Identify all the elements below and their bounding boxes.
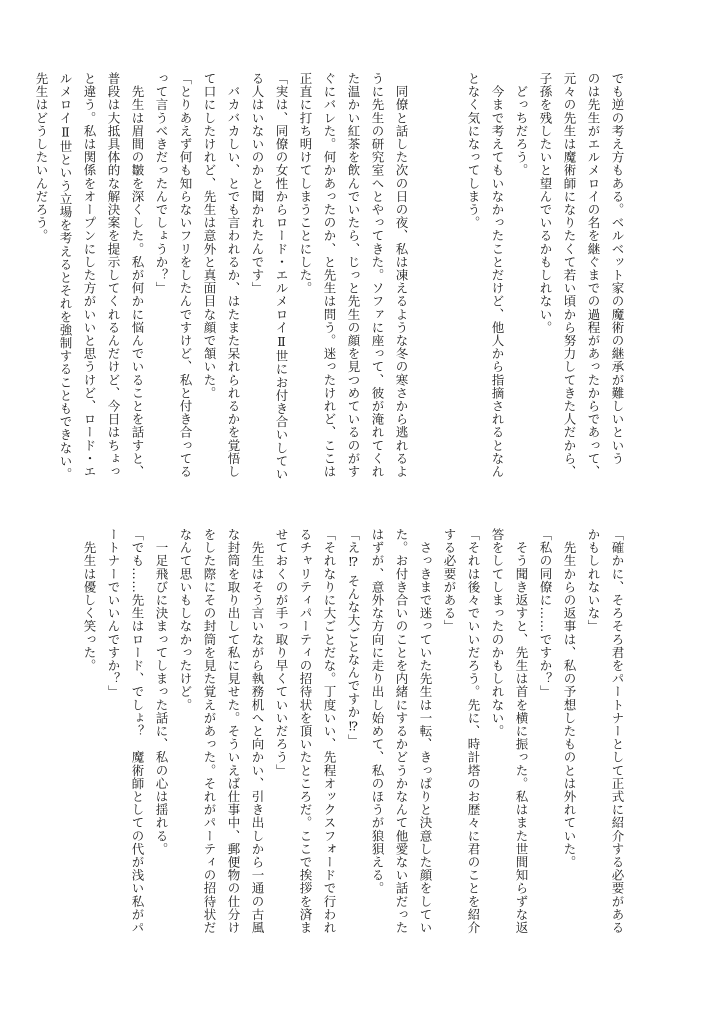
text-line: なんて思いもしなかったけど。 [178, 528, 193, 712]
upper-text-block [34, 72, 629, 512]
lower-text-block [82, 528, 629, 968]
text-line: 「とりあえず何も知らないフリをしたんですけど、私と付き合ってる [178, 72, 193, 479]
text-line: 「え⁉ そんな大ごとなんですか⁉」 [346, 528, 361, 748]
text-line: な封筒を取り出して私に見せた。そういえば仕事中、郵便物の仕分け [226, 528, 241, 935]
text-line: のは先生がエルメロイの名を継ぐまでの過程があったからであって、 [586, 72, 601, 479]
text-line: るチャリティパーティの招待状を頂いたところだ。ここで挨拶を済ま [298, 528, 313, 935]
text-line: 先生はどうしたいんだろう。 [34, 72, 49, 243]
text-line: はずが、意外な方向に走り出し始めて、私のほうが狼狽える。 [370, 528, 385, 895]
text-line: と違う。私は関係をオープンにした方がいいと思うけど、ロード・エ [82, 72, 97, 479]
text-line: でも逆の考え方もある。ベルベット家の魔術の継承が難しいという [610, 72, 625, 465]
text-line: どっちだろう。 [514, 72, 529, 177]
text-line: そう聞き返すと、先生は首を横に振った。私はまた世間知らずな返 [514, 528, 529, 935]
text-line: ぐにバレた。何かあったのか、と先生は問う。迷ったけれど、ここは [322, 72, 337, 479]
text-line: 今まで考えてもいなかったことだけど、他人から指摘されるとなん [490, 72, 505, 479]
text-line: さっきまで迷っていた先生は一転、きっぱりと決意した顔をしてい [418, 528, 433, 935]
text-line: 一足飛びに決まってしまった話に、私の心は揺れる。 [154, 528, 169, 856]
text-line: うに先生の研究室へとやってきた。ソファに座って、彼が淹れてくれ [370, 72, 385, 479]
text-line: バカバカしい、とでも言われるか、はたまた呆れられるかを覚悟し [226, 72, 241, 479]
text-line: 先生はそう言いながら執務机へと向かい、引き出しから一通の古風 [250, 528, 265, 935]
text-line: 元々の先生は魔術師になりたくて若い頃から努力してきた人だから、 [562, 72, 577, 479]
text-line: た温かい紅茶を飲んでいたら、じっと先生の顔を見つめているのがす [346, 72, 361, 479]
text-line: 「実は、同僚の女性からロード・エルメロイⅡ世にお付き合いしてい [274, 72, 289, 481]
text-line: をした際にその封筒を見た覚えがあった。それがパーティの招待状だ [202, 528, 217, 935]
text-line: 先生は眉間の皺を深くした。私が何かに悩んでいることを話すと、 [130, 72, 145, 479]
text-line: た。お付き合いのことを内緒にするかどうかなんて他愛ない話だった [394, 528, 409, 935]
text-line: って言うべきだったんでしょうか？」 [154, 72, 169, 295]
text-line: る人はいないのかと聞かれたんです」 [250, 72, 265, 295]
text-line: かもしれないな」 [586, 528, 601, 633]
text-line: 先生は優しく笑った。 [82, 528, 97, 673]
text-line: 普段は大抵具体的な解決案を提示してくれるんだけど、今日はちょっ [106, 72, 121, 479]
text-line [437, 72, 461, 512]
text-line: となく気になってしまう。 [466, 72, 481, 230]
text-line: 「確かに、そろそろ君をパートナーとして正式に紹介する必要がある [610, 528, 625, 935]
text-line: 「それは後々でいいだろう。先に、時計塔のお歴々に君のことを紹介 [466, 528, 481, 935]
text-line: 同僚と話した次の日の夜、私は凍えるような冬の寒さから逃れるよ [394, 72, 409, 479]
text-line: 「でも……先生はロード、でしょ？ 魔術師としての代が浅い私がパ [130, 528, 145, 935]
text-line [413, 72, 437, 512]
text-line: ルメロイⅡ世という立場を考えるとそれを強制することもできない。 [58, 72, 73, 481]
text-line: ートナーでいいんですか？」 [106, 528, 121, 699]
text-line: 答をしてしまったのかもしれない。 [490, 528, 505, 738]
text-line: する必要がある」 [442, 528, 457, 633]
text-line: せておくのが手っ取り早くていいだろう」 [274, 528, 289, 777]
text-line: て口にしたけれど、先生は意外と真面目な顔で頷いた。 [202, 72, 217, 400]
text-line: 子孫を残したいと望んでいるかもしれない。 [538, 72, 553, 334]
text-line: 「それなりに大ごとだな。丁度いい、先程オックスフォードで行われ [322, 528, 337, 935]
text-line: 「私の同僚に……ですか？」 [538, 528, 553, 699]
text-line: 正直に打ち明けてしまうことにした。 [298, 72, 313, 295]
text-line: 先生からの返事は、私の予想したものとは外れていた。 [562, 528, 577, 869]
